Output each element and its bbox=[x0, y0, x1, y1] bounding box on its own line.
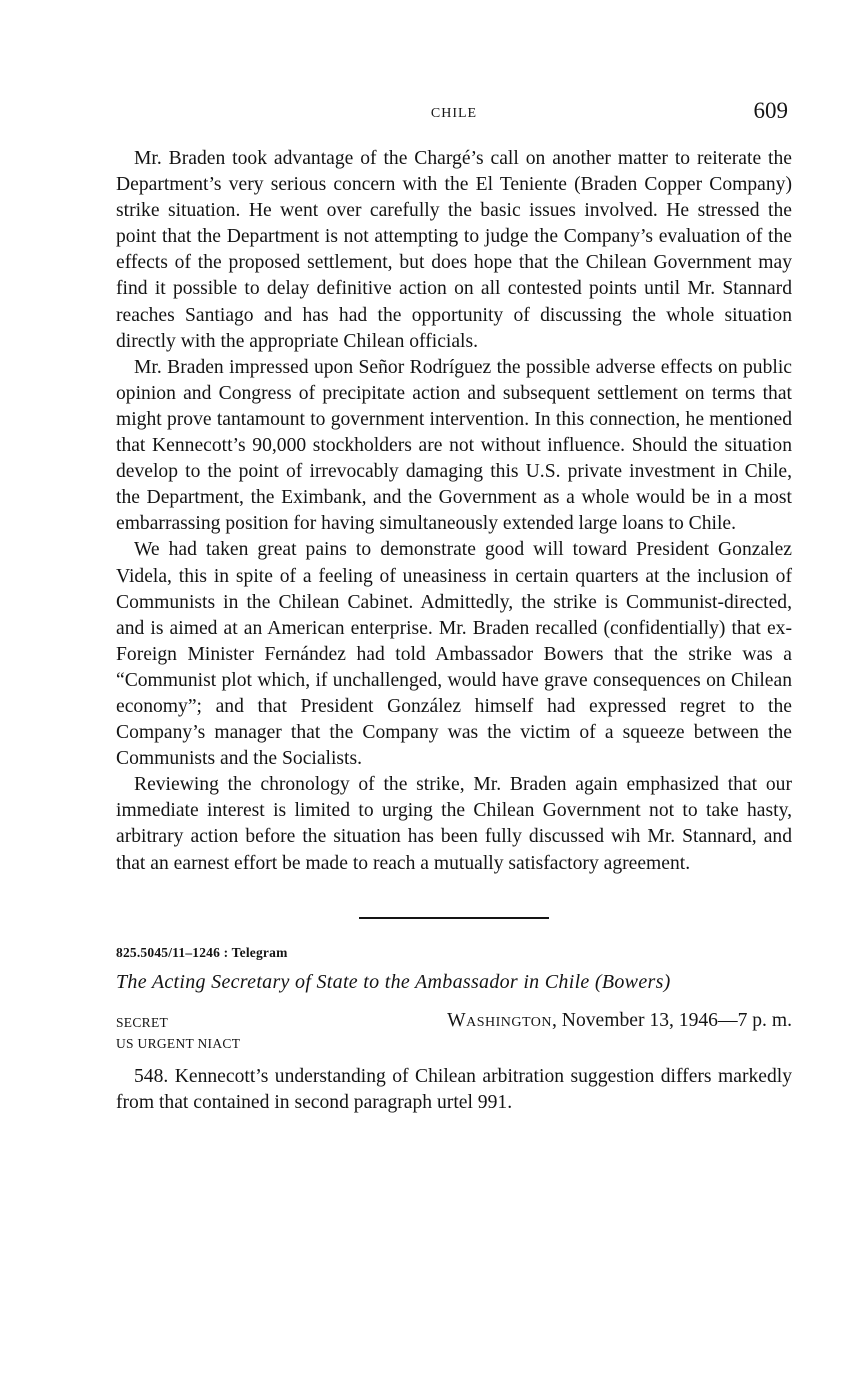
paragraph: We had taken great pains to demonstrate good will toward President Gonzalez Videla, this in spite of a feeling of uneasiness in certain quarters at the inclusion of Communists in the Chilean Cabinet. Admittedly, the strike is Communist-directed, and is aimed at an American enterprise. Mr. Braden recalled (confidentially) that ex-Foreign Minister Fernández had told Ambassador Bowers that the strike was a “Communist plot which, if unchallenged, would have grave consequences on Chilean economy”; and that President González himself had expressed regret to the Company’s manager that the Company was the victim of a squeeze between the Communists and the Socialists. bbox=[116, 539, 792, 770]
routing-indicator: US URGENT NIACT bbox=[116, 1035, 241, 1051]
memo-body bbox=[116, 146, 792, 877]
running-head bbox=[116, 98, 792, 132]
classification-label: SECRET bbox=[116, 1014, 169, 1030]
section-divider bbox=[359, 917, 549, 919]
telegram-body: 548. Kennecott’s understanding of Chilean arbitration suggestion differs markedly from that contained in second paragraph urtel 991. bbox=[116, 1065, 792, 1113]
page-number: 609 bbox=[753, 98, 788, 123]
running-title: CHILE bbox=[430, 106, 478, 121]
dateline bbox=[447, 1010, 792, 1032]
dateline-place: Washington bbox=[447, 1009, 552, 1031]
paragraph: Mr. Braden impressed upon Señor Rodríguez the possible adverse effects on public opinion and Congress of precipitate action and subsequent settlement on terms that might prove tantamount to government intervention. In this connection, he mentioned that Kennecott’s 90,000 stockholders are not without influence. Should the situation develop to the point of irrevocably damaging this U.S. private investment in Chile, the Department, the Eximbank, and the Government as a whole would be in a most embarrassing position for having simultaneously extended large loans to Chile. bbox=[116, 356, 792, 535]
document-page bbox=[116, 98, 792, 1116]
dateline-row bbox=[116, 1010, 792, 1036]
document-title: The Acting Secretary of State to the Ambassador in Chile (Bowers) bbox=[116, 970, 671, 993]
dateline-date: , November 13, 1946—7 p. m. bbox=[552, 1009, 792, 1031]
paragraph: Mr. Braden took advantage of the Chargé’s call on another matter to reiterate the Department’s very serious concern with the El Teniente (Braden Copper Company) strike situation. He went over carefully the basic issues involved. He stressed the point that the Department is not attempting to judge the Company’s evaluation of the effects of the proposed settlement, but does hope that the Chilean Government may find it possible to delay definitive action on all contested points until Mr. Stannard reaches Santiago and has had the opportunity of discussing the whole situation directly with the appropriate Chilean officials. bbox=[116, 148, 792, 352]
paragraph: Reviewing the chronology of the strike, Mr. Braden again emphasized that our immediate interest is limited to urging the Chilean Government not to take hasty, arbitrary action before the situation has been fully discussed wih Mr. Stannard, and that an earnest effort be made to reach a mutually satisfactory agreement. bbox=[116, 774, 792, 874]
file-reference: 825.5045/11–1246 : Telegram bbox=[116, 944, 288, 960]
